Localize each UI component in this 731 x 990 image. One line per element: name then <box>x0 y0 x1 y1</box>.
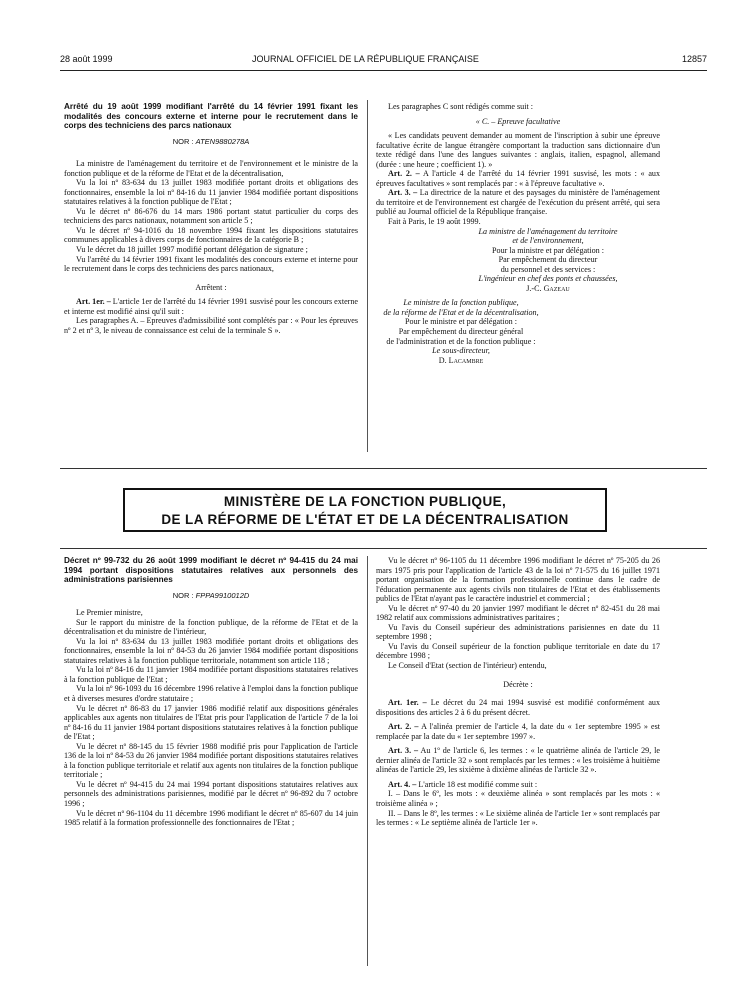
decret-preamble: Le Premier ministre, <box>76 608 143 618</box>
decret-visa: Vu le décret nº 88-145 du 15 février 1988 modifié pris pour l'application de l'article 136 de la loi nº 84-53 du 26 janvier 1984 modifiée portant dispositions statutaires relatives à la fonction publique territoriale et relatif aux agents non titulaires de la fonction publique territoriale ; <box>64 741 358 780</box>
arrete-right-column <box>376 102 660 365</box>
arrete-article-1: Art. 1er. – L'article 1er de l'arrêté du 14 février 1991 susvisé pour les concours externe et interne est modifié ainsi qu'il suit : <box>64 297 358 316</box>
decret-visa: Vu l'avis du Conseil supérieur des administrations parisiennes en date du 11 septembre 1998 ; <box>376 622 660 642</box>
decret-visa: Vu le décret nº 86-83 du 17 janvier 1986 modifié relatif aux dispositions générales applicables aux agents non titulaires de l'Etat pris pour l'application de l'article 7 de la loi nº 84-16 du 11 janvier 1984 portant dispositions statutaires relatives à la fonction publique de l'Etat ; <box>64 703 358 742</box>
arrete-article-3: Art. 3. – La directrice de la nature et des paysages du ministère de l'aménagement du territoire et de l'environnement est chargée de l'exécution du présent arrêté, qui sera publié au Journal officiel de la République française. <box>376 188 660 217</box>
arrete-paragraph-c-text: « Les candidats peuvent demander au moment de l'inscription à subir une épreuve facultative écrite de langue étrangère comportant la traduction sans dictionnaire d'un texte rédigé dans l'une des langues suivantes : anglais, italien, espagnol, allemand (durée : une heure ; coefficient 1). » <box>376 131 660 169</box>
section-rule-bottom <box>60 548 707 549</box>
arrete-article-2: Art. 2. – A l'article 4 de l'arrêté du 14 février 1991 susvisé, les mots : « aux épreuves facultatives » sont remplacés par : « à l'épreuve facultative ». <box>376 169 660 188</box>
arrete-paragraph-a: Les paragraphes A. – Epreuves d'admissibilité sont complétés par : « Pour les épreuves nº 2 et nº 3, le niveau de connaissance est celui de la terminale S ». <box>64 316 358 335</box>
decret-article-3: Art. 3. – Au 1º de l'article 6, les termes : « le quatrième alinéa de l'article 29, le dernier alinéa de l'article 32 » sont remplacés par les termes : « les troisième à huitième alinéas de l'article 29, les sixième à dixième alinéas de l'article 32 ». <box>376 746 660 775</box>
column-separator <box>367 100 368 452</box>
header-date: 28 août 1999 <box>60 54 113 64</box>
header-page-number: 12857 <box>681 54 707 64</box>
page-header <box>0 54 731 68</box>
section-rule-top <box>60 468 707 469</box>
arrete-visa: La ministre de l'aménagement du territoire et de l'environnement et le ministre de la fonction publique et de la réforme de l'Etat et de la décentralisation, <box>64 159 358 178</box>
decret-visa: Vu le décret nº 96-1104 du 11 décembre 1996 modifiant le décret nº 85-607 du 14 juin 1985 relatif à la formation professionnelle des fonctionnaires de l'Etat ; <box>64 808 358 828</box>
arrete-visa: Vu le décret nº 86-676 du 14 mars 1986 portant statut particulier du corps des techniciens des parcs nationaux, notamment son article 5 ; <box>64 206 358 226</box>
arrete-paragraph-c-intro: Les paragraphes C sont rédigés comme suit : <box>388 102 533 111</box>
decret-visa: Vu la loi nº 96-1093 du 16 décembre 1996 relative à l'emploi dans la fonction publique et à diverses mesures d'ordre statutaire ; <box>64 684 358 703</box>
arrete-title: Arrêté du 19 août 1999 modifiant l'arrêté du 14 février 1991 fixant les modalités des concours externe et interne pour le recrutement dans le corps des techniciens des parcs nationaux <box>64 102 358 130</box>
header-journal-title: JOURNAL OFFICIEL DE LA RÉPUBLIQUE FRANÇAISE <box>252 54 479 64</box>
decret-article-4-i: I. – Dans le 6º, les mots : « deuxième alinéa » sont remplacés par les mots : « troisième alinéa » ; <box>376 789 660 809</box>
decret-visa: Vu la loi nº 84-16 du 11 janvier 1984 modifiée portant dispositions statutaires relatives à la fonction publique de l'Etat ; <box>64 665 358 684</box>
arrete-left-column <box>64 102 358 335</box>
column-separator <box>367 556 368 966</box>
arrete-visa: Vu la loi nº 83-634 du 13 juillet 1983 modifiée portant droits et obligations des fonctionnaires, ensemble la loi nº 84-16 du 11 janvier 1984 modifiée portant dispositions statutaires relatives à la fonction publique de l'Etat ; <box>64 178 358 207</box>
arrete-arretent: Arrêtent : <box>195 282 227 292</box>
arrete-visa: Vu le décret du 18 juillet 1997 modifié portant délégation de signature ; <box>76 244 308 254</box>
decret-right-column <box>376 556 660 828</box>
arrete-visa: Vu l'arrêté du 14 février 1991 fixant les modalités des concours externe et interne pour le recrutement dans le corps des techniciens des parcs nationaux, <box>64 254 358 274</box>
decret-visa: Vu l'avis du Conseil supérieur de la fonction publique territoriale en date du 17 décembre 1998 ; <box>376 641 660 661</box>
decret-article-4: Art. 4. – L'article 18 est modifié comme suit : <box>388 779 538 789</box>
decret-visa: Le Conseil d'Etat (section de l'intérieur) entendu, <box>388 661 547 671</box>
arrete-nor: NOR : ATEN9880278A <box>172 136 250 146</box>
signature-block-2: Le ministre de la fonction publique, de la réforme de l'Etat et de la décentralisation, Pour le ministre et par délégation : Par empêchement du directeur général de l'administration et de la fonction publique : Le sous-directeur, D. Lacambre <box>383 298 539 365</box>
decret-visa: Vu le décret nº 96-1105 du 11 décembre 1996 modifiant le décret nº 75-205 du 26 mars 1975 pris pour l'application de l'article 43 de la loi nº 71-575 du 16 juillet 1971 portant organisation de la formation professionnelle continue dans le cadre de l'éducation permanente aux agents civils non titulaires de l'Etat et des établissements publics de l'Etat n'ayant pas le caractère industriel et commercial ; <box>376 556 660 604</box>
decret-visa: Vu le décret nº 97-40 du 20 janvier 1997 modifiant le décret nº 82-451 du 28 mai 1982 relatif aux commissions administratives paritaires ; <box>376 603 660 623</box>
arrete-paragraph-c-heading: « C. – Epreuve facultative <box>475 116 561 126</box>
arrete-visa: Vu le décret nº 94-1016 du 18 novembre 1994 fixant les dispositions statutaires communes applicables à divers corps de fonctionnaires de la catégorie B ; <box>64 225 358 245</box>
ministry-banner-line-2: DE LA RÉFORME DE L'ÉTAT ET DE LA DÉCENTRALISATION <box>161 512 569 527</box>
decret-visa: Vu la loi nº 83-634 du 13 juillet 1983 modifiée portant droits et obligations des fonctionnaires, ensemble la loi nº 84-53 du 26 janvier 1984 modifiée portant dispositions statutaires relatives à la fonction publique territoriale, notamment son article 118 ; <box>64 636 358 665</box>
ministry-banner-line-1: MINISTÈRE DE LA FONCTION PUBLIQUE, <box>223 494 507 509</box>
decret-left-column <box>64 556 358 828</box>
decret-article-2: Art. 2. – A l'alinéa premier de l'article 4, la date du « 1er septembre 1995 » est remplacée par la date du « 1er septembre 1997 ». <box>376 722 660 741</box>
decret-article-4-ii: II. – Dans le 8º, les termes : « Le sixième alinéa de l'article 1er » sont remplacés par les termes : « Le septième alinéa de l'article 1er ». <box>376 808 660 828</box>
decret-decrete: Décrète : <box>503 679 533 689</box>
arrete-fait: Fait à Paris, le 19 août 1999. <box>388 217 481 227</box>
decret-title: Décret nº 99-732 du 26 août 1999 modifiant le décret nº 94-415 du 24 mai 1994 portant dispositions statutaires relatives aux personnels des administrations parisiennes <box>64 556 358 584</box>
ministry-banner <box>123 488 607 532</box>
signature-block-1: La ministre de l'aménagement du territoire et de l'environnement, Pour la ministre et par délégation : Par empêchement du directeur du personnel et des services : L'ingénieur en chef des ponts et chaussées, J.-C. Gazeau <box>478 226 618 293</box>
decret-visa: Vu le décret nº 94-415 du 24 mai 1994 portant dispositions statutaires relatives aux personnels des administrations parisiennes, modifié par le décret nº 96-892 du 7 octobre 1996 ; <box>64 779 358 808</box>
header-rule <box>60 70 707 71</box>
decret-visa: Sur le rapport du ministre de la fonction publique, de la réforme de l'Etat et de la décentralisation et du ministre de l'intérieur, <box>64 617 358 637</box>
decret-article-1: Art. 1er. – Le décret du 24 mai 1994 susvisé est modifié conformément aux dispositions des articles 2 à 6 du présent décret. <box>376 698 660 717</box>
decret-nor: NOR : FPPA9910012D <box>172 590 250 600</box>
